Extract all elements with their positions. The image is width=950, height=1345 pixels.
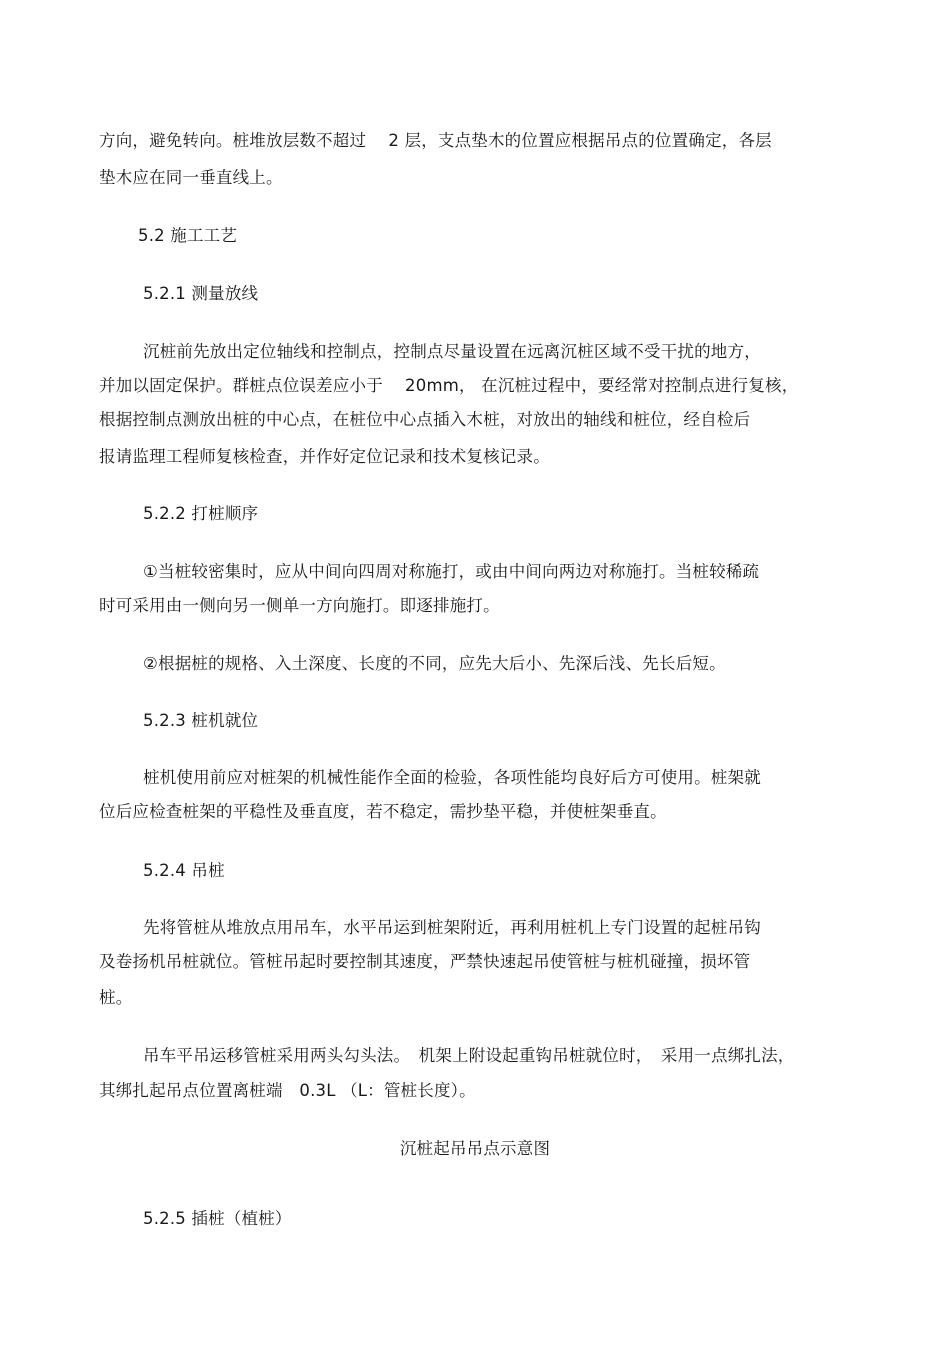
- paragraph-line: 吊车平吊运移管桩采用两头勾头法。 机架上附设起重钩吊桩就位时， 采用一点绑扎法，: [143, 1046, 795, 1065]
- paragraph-line: 及卷扬机吊桩就位。管桩吊起时要控制其速度，严禁快速起吊使管桩与桩机碰撞，损坏管: [99, 952, 751, 971]
- subsection-heading: 5.2.1 测量放线: [143, 284, 259, 303]
- paragraph-line: 桩。: [99, 988, 133, 1007]
- figure-caption: 沉桩起吊吊点示意图: [399, 1139, 551, 1158]
- paragraph-line: 桩机使用前应对桩架的机械性能作全面的检验，各项性能均良好后方可使用。桩架就: [143, 768, 761, 787]
- paragraph-line: 方向，避免转向。桩堆放层数不超过 2 层，支点垫木的位置应根据吊点的位置确定，各层: [99, 131, 772, 150]
- subsection-heading: 5.2.5 插桩（植桩）: [143, 1209, 292, 1228]
- paragraph-line: 时可采用由一侧向另一侧单一方向施打。即逐排施打。: [99, 596, 500, 615]
- paragraph-line: 沉桩前先放出定位轴线和控制点，控制点尽量设置在远离沉桩区域不受干扰的地方，: [143, 342, 761, 361]
- paragraph-line: 其绑扎起吊点位置离桩端 0.3L （L：管桩长度）。: [99, 1081, 476, 1100]
- paragraph-line: 位后应检查桩架的平稳性及垂直度，若不稳定，需抄垫平稳，并使桩架垂直。: [99, 802, 667, 821]
- paragraph-line: ②根据桩的规格、入土深度、长度的不同，应先大后小、先深后浅、先长后短。: [143, 654, 726, 673]
- section-heading: 5.2 施工工艺: [138, 226, 238, 245]
- paragraph-line: 垫木应在同一垂直线上。: [99, 168, 283, 187]
- paragraph-line: 报请监理工程师复核检查，并作好定位记录和技术复核记录。: [99, 447, 550, 466]
- subsection-heading: 5.2.2 打桩顺序: [143, 504, 259, 523]
- paragraph-line: 并加以固定保护。群桩点位误差应小于 20mm， 在沉桩过程中，要经常对控制点进行复核，: [99, 376, 799, 395]
- subsection-heading: 5.2.4 吊桩: [143, 861, 225, 880]
- paragraph-line: 根据控制点测放出桩的中心点，在桩位中心点插入木桩，对放出的轴线和桩位，经自检后: [99, 410, 751, 429]
- subsection-heading: 5.2.3 桩机就位: [143, 711, 259, 730]
- paragraph-line: ①当桩较密集时，应从中间向四周对称施打，或由中间向两边对称施打。当桩较稀疏: [143, 562, 760, 581]
- paragraph-line: 先将管桩从堆放点用吊车，水平吊运到桩架附近，再利用桩机上专门设置的起桩吊钩: [143, 918, 761, 937]
